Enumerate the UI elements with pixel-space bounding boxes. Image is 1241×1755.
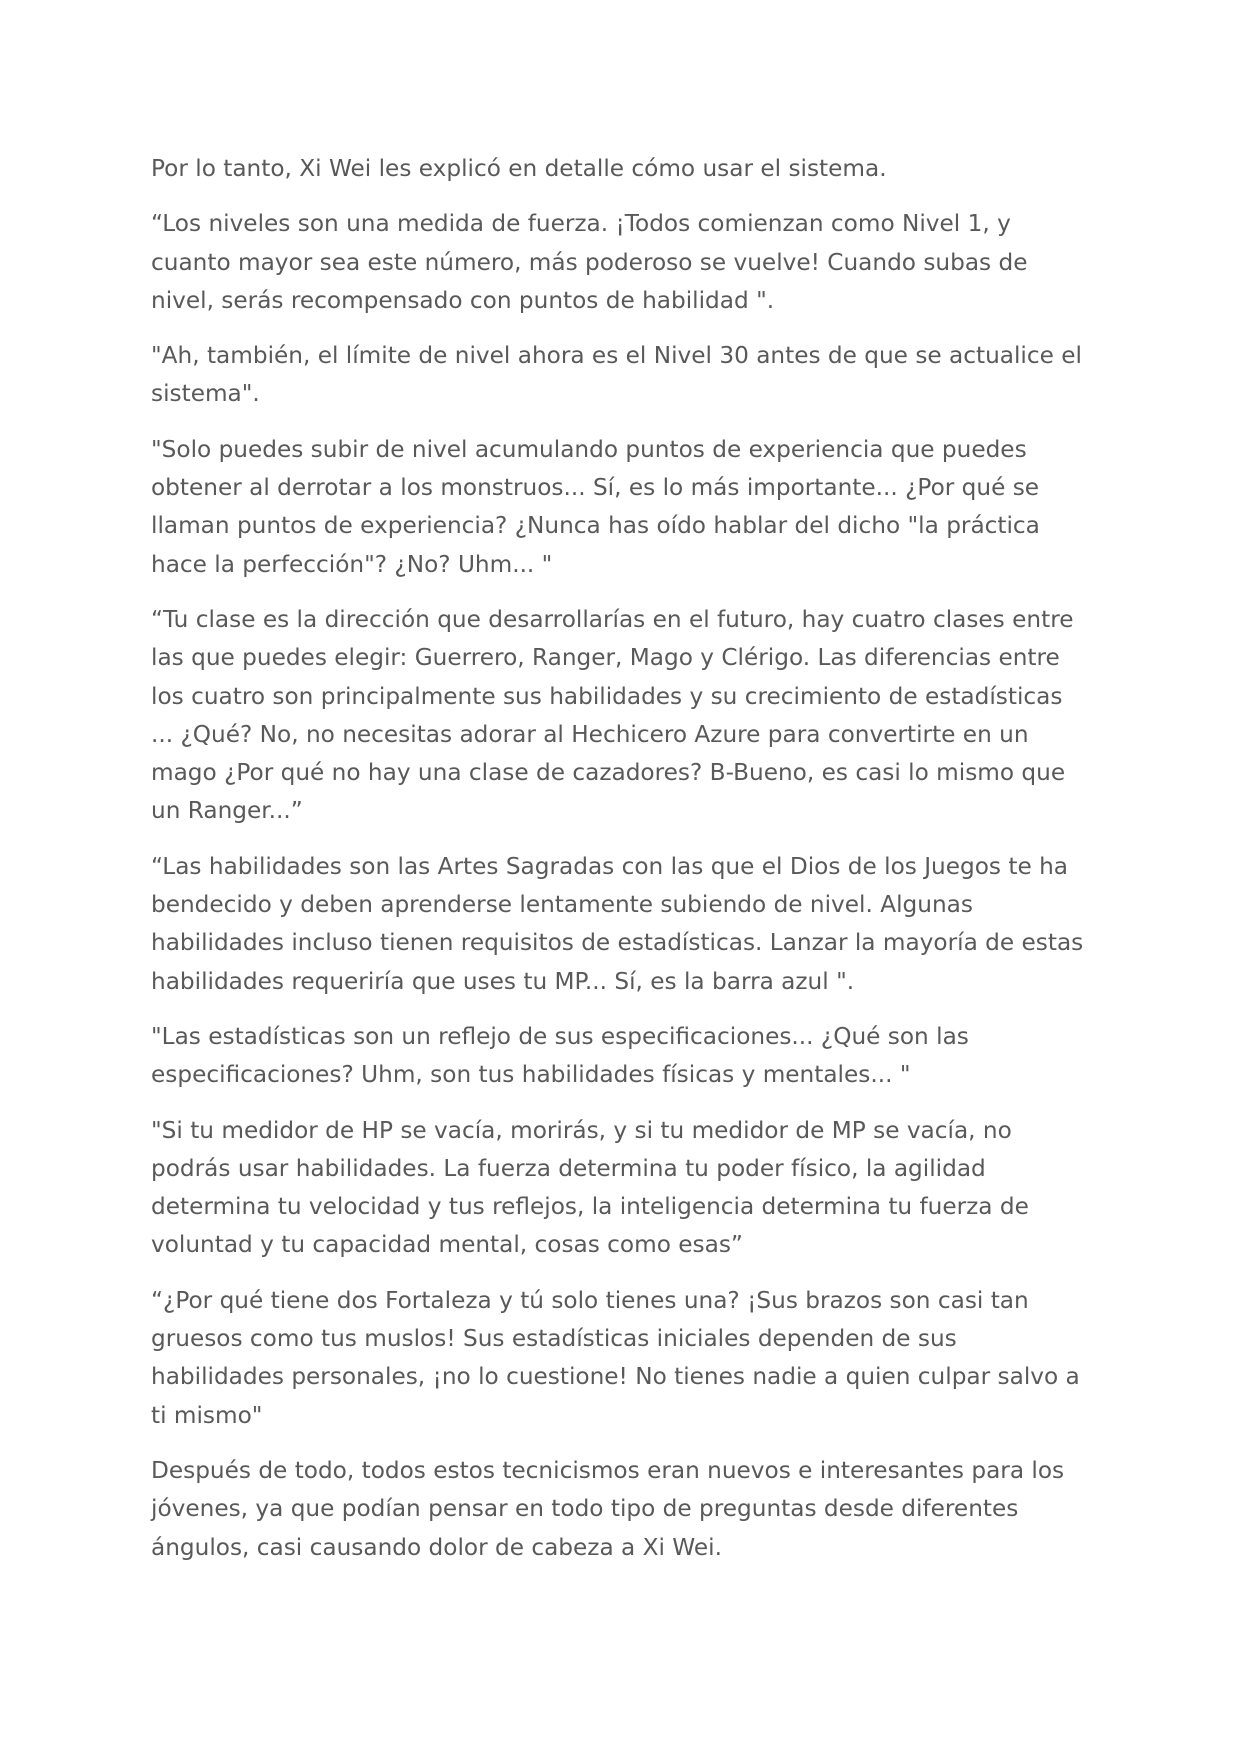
paragraph-2: “Los niveles son una medida de fuerza. ¡Todos comienzan como Nivel 1, y cuanto mayor sea este número, más poderoso se vuelve! Cuando subas de nivel, serás recompensado con puntos de habilidad ". — [151, 210, 1028, 314]
paragraph-9: “¿Por qué tiene dos Fortaleza y tú solo tienes una? ¡Sus brazos son casi tan gruesos como tus muslos! Sus estadísticas iniciales dependen de sus habilidades personales, ¡no lo cuestione! No tienes nadie a quien culpar salvo a ti mismo" — [151, 1286, 1080, 1429]
paragraph-7: "Las estadísticas son un reflejo de sus especificaciones... ¿Qué son las especificaciones? Uhm, son tus habilidades físicas y mentales... " — [151, 1022, 969, 1089]
document-body — [151, 150, 1096, 1584]
paragraph-4: "Solo puedes subir de nivel acumulando puntos de experiencia que puedes obtener al derrotar a los monstruos... Sí, es lo más importante... ¿Por qué se llaman puntos de experiencia? ¿Nunca has oído hablar del dicho "la práctica hace la perfección"? ¿No? Uhm... " — [151, 435, 1040, 578]
paragraph-3: "Ah, también, el límite de nivel ahora es el Nivel 30 antes de que se actualice el sistema". — [151, 342, 1082, 408]
paragraph-8: "Si tu medidor de HP se vacía, morirás, y si tu medidor de MP se vacía, no podrás usar habilidades. La fuerza determina tu poder físico, la agilidad determina tu velocidad y tus reflejos, la inteligencia determina tu fuerza de voluntad y tu capacidad mental, cosas como esas” — [151, 1116, 1029, 1259]
paragraph-1: Por lo tanto, Xi Wei les explicó en detalle cómo usar el sistema. — [151, 155, 887, 182]
paragraph-5: “Tu clase es la dirección que desarrollarías en el futuro, hay cuatro clases entre las que puedes elegir: Guerrero, Ranger, Mago y Clérigo. Las diferencias entre los cuatro son principalmente sus habilidades y su crecimiento de estadísticas ... ¿Qué? No, no necesitas adorar al Hechicero Azure para convertirte en un mago ¿Por qué no hay una clase de cazadores? B-Bueno, es casi lo mismo que un Ranger...” — [151, 605, 1074, 825]
paragraph-6: “Las habilidades son las Artes Sagradas con las que el Dios de los Juegos te ha bendecido y deben aprenderse lentamente subiendo de nivel. Algunas habilidades incluso tienen requisitos de estadísticas. Lanzar la mayoría de estas habilidades requeriría que uses tu MP... Sí, es la barra azul ". — [151, 852, 1084, 995]
paragraph-10: Después de todo, todos estos tecnicismos eran nuevos e interesantes para los jóvenes, ya que podían pensar en todo tipo de preguntas desde diferentes ángulos, casi causando dolor de cabeza a Xi Wei. — [151, 1456, 1065, 1561]
